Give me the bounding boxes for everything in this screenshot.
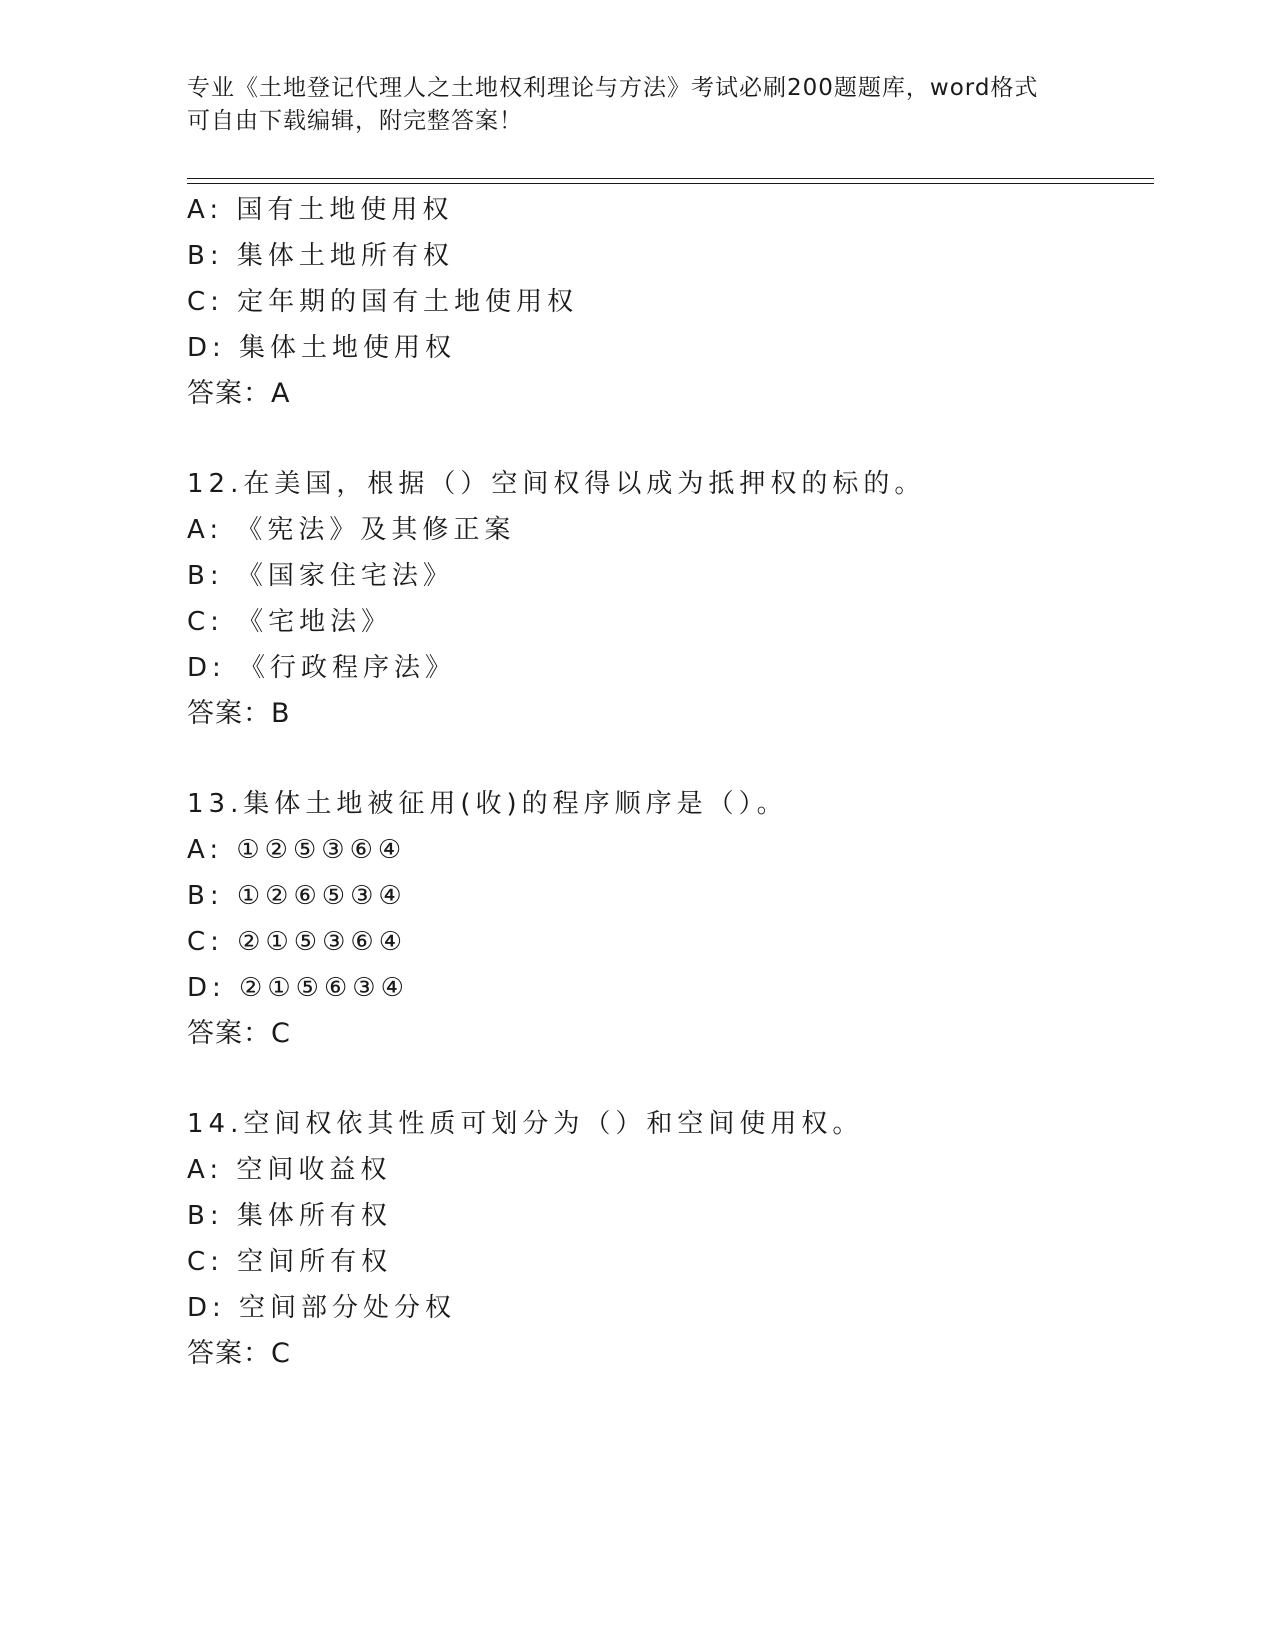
question-stem: 13.集体土地被征用(收)的程序顺序是（）。 <box>187 789 788 819</box>
answer-line: 答案：C <box>187 1338 291 1369</box>
option-c: C: 空间所有权 <box>187 1247 393 1277</box>
option-b: B: 《国家住宅法》 <box>187 561 454 591</box>
option-d: D: ②①⑤⑥③④ <box>187 973 409 1003</box>
question-stem: 12.在美国，根据（）空间权得以成为抵押权的标的。 <box>187 469 926 499</box>
option-a: A: ①②⑤③⑥④ <box>187 835 407 865</box>
question-12 <box>187 461 1147 737</box>
question-13 <box>187 781 1147 1057</box>
answer-line: 答案：B <box>187 698 291 729</box>
option-b: B: ①②⑥⑤③④ <box>187 881 407 911</box>
header-title-line-2: 可自由下载编辑，附完整答案！ <box>187 108 523 134</box>
header-divider-top <box>187 178 1154 179</box>
option-a: A: 空间收益权 <box>187 1155 392 1185</box>
header-title-line-1: 专业《土地登记代理人之土地权利理论与方法》考试必刷200题题库，word格式 <box>187 75 1039 101</box>
option-c: C: 《宅地法》 <box>187 607 393 637</box>
option-c: C: 定年期的国有土地使用权 <box>187 287 579 317</box>
option-d: D: 空间部分处分权 <box>187 1293 457 1323</box>
option-b: B: 集体土地所有权 <box>187 241 454 271</box>
option-d: D: 《行政程序法》 <box>187 653 457 683</box>
question-list <box>187 187 1147 1377</box>
document-header <box>187 72 1087 138</box>
answer-line: 答案：C <box>187 1018 291 1049</box>
question-11-continued <box>187 187 1147 417</box>
option-a: A: 国有土地使用权 <box>187 195 454 225</box>
header-divider-bottom <box>187 183 1154 184</box>
answer-line: 答案：A <box>187 378 291 409</box>
question-stem: 14.空间权依其性质可划分为（）和空间使用权。 <box>187 1109 864 1139</box>
option-c: C: ②①⑤③⑥④ <box>187 927 408 957</box>
option-a: A: 《宪法》及其修正案 <box>187 515 516 545</box>
option-b: B: 集体所有权 <box>187 1201 392 1231</box>
option-d: D: 集体土地使用权 <box>187 333 457 363</box>
question-14 <box>187 1101 1147 1377</box>
